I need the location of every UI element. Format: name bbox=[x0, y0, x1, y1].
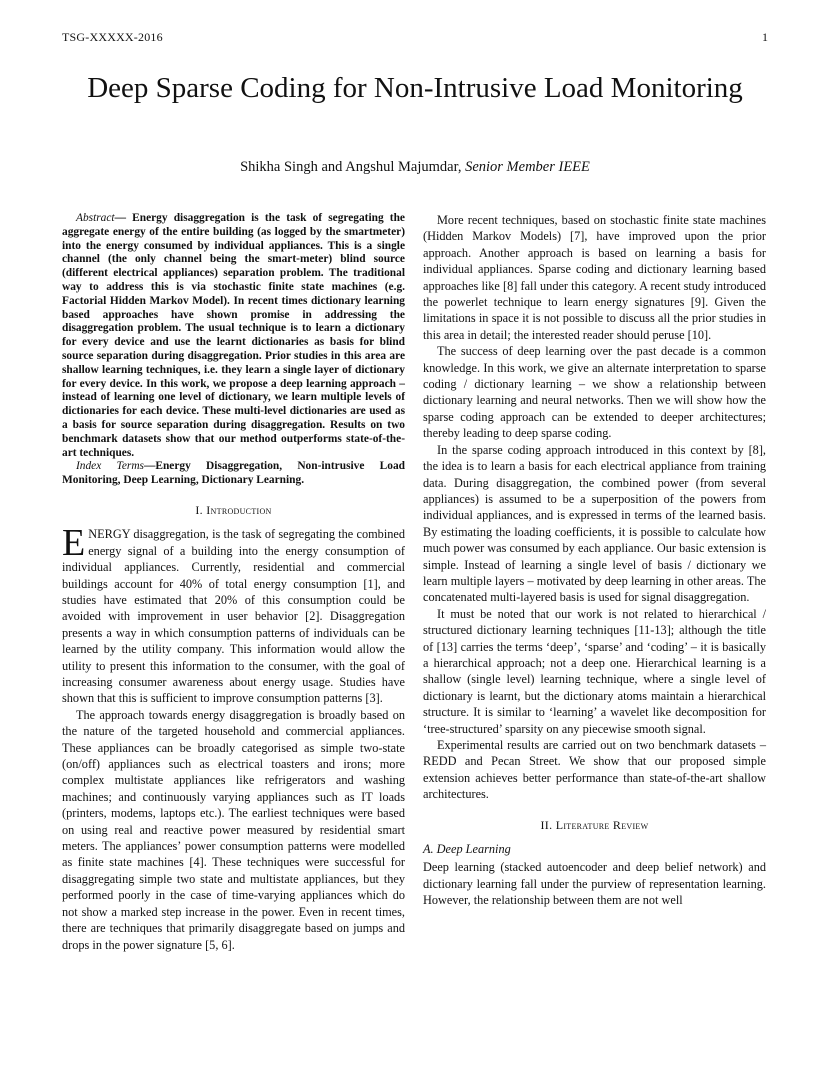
right-paragraph-2: The success of deep learning over the past decade is a common knowledge. In this work, we give an alternate interpretation to sparse coding / dictionary learning – we show a relationship between dictionary learning and neural networks. Then we will show how the sparse coding approach can be extended to deeper architectures; thereby leading to deep sparse coding. bbox=[423, 344, 766, 441]
index-terms-text: —Energy Disaggregation, Non-intrusive Load Monitoring, Deep Learning, Dictionary Learning. bbox=[62, 460, 405, 487]
section-heading-introduction: I. Introduction bbox=[195, 502, 272, 517]
index-terms bbox=[62, 460, 405, 488]
abstract-text: — Energy disaggregation is the task of segregating the aggregate energy of the entire building (as logged by the smartmeter) into the energy consumed by individual appliances. This is a single channel (the only channel being the smart-meter) blind source (different electrical appliances) separation problem. The traditional way to address this is via stochastic finite state machines (e.g. Factorial Hidden Markov Model). In recent times dictionary learning based approaches have shown promise in addressing the disaggregation problem. The usual technique is to learn a dictionary for every device and use the learnt dictionaries as basis for blind source separation during disaggregation. Prior studies in this area are shallow learning techniques, i.e. they learn a single layer of dictionary for every device. In this work, we propose a deep learning approach – instead of learning one level of dictionary, we learn multiple levels of dictionaries for each device. These multi-level dictionaries are used as a basis for source separation during disaggregation. Results on two benchmark datasets show that our method outperforms state-of-the-art techniques. bbox=[62, 212, 405, 459]
subsection-heading-deep-learning: A. Deep Learning bbox=[423, 842, 511, 857]
right-paragraph-1: More recent techniques, based on stochastic finite state machines (Hidden Markov Models) [7], have improved upon the prior approach. Another approach is based on learning a basis for individual appliances. Sparse coding and dictionary learning based approaches like [8] fall under this category. A recent study introduced the powerlet technique to learn energy signatures [9]. Given the limitations in space it is not possible to discuss all the prior studies in this area in detail; the interested reader should peruse [10]. bbox=[423, 213, 766, 342]
right-column bbox=[423, 212, 766, 909]
right-paragraph-4: It must be noted that our work is not related to hierarchical / structured dictionary learning techniques [11-13]; although the title of [13] carries the terms ‘deep’, ‘sparse’ and ‘coding’ – it is basically a hierarchical approach; not a deep one. Hierarchical learning is a shallow (single level) learning technique, where a single level of dictionary is learnt, but the dictionary atoms maintain a hierarchical structure. It is similar to ‘learning’ a wavelet like decomposition for ‘tree-structured’ sparsity on any piecewise smooth signal. bbox=[423, 606, 766, 736]
intro-paragraph-2: The approach towards energy disaggregation is broadly based on the nature of the targeted household and commercial appliances. These appliances can be broadly categorised as simple two-state (on/off) appliances such as electrical toasters and irons; more complex multistate appliances like refrigerators and washing machines; and continuously varying appliances such as IT loads (printers, modems, laptops etc.). The earliest techniques were based on using real and reactive power measured by residential smart meters. The appliances’ power consumption patterns were modelled as finite state machines [4]. These techniques were successful for disaggregating simple two state and multistate appliances, but they performed poorly in the case of time-varying appliances which do not show a marked step increase in the power. Even in recent times, there are techniques that primarily disaggregate based on jumps and drops in the power signature [5, 6]. bbox=[62, 707, 405, 952]
author-line bbox=[62, 159, 768, 176]
abstract-lead: Abstract bbox=[76, 212, 115, 224]
paper-title: Deep Sparse Coding for Non-Intrusive Load Monitoring bbox=[87, 72, 743, 104]
intro-paragraph-1-text: NERGY disaggregation, is the task of segregating the combined energy signal of a building into the energy consumption of individual appliances. Currently, residential and commercial buildings account for 40% of total energy consumption [1], and studies have estimated that 20% of this consumption could be avoided with improvement in user behavior [2]. Disaggregation presents a way in which consumption patterns of individuals can be learned by the utility company. This information would allow the utility to present this information to the consumer, with the goal of increasing consumer awareness about energy usage. Studies have shown that this is sufficient to improve consumption patterns [3]. bbox=[62, 527, 405, 706]
right-paragraph-5: Experimental results are carried out on two benchmark datasets – REDD and Pecan Street. We show that our proposed simple extension achieves better performance than state-of-the-art shallow architectures. bbox=[423, 738, 766, 802]
running-header: TSG-XXXXX-2016 bbox=[62, 30, 163, 44]
right-paragraph-3: In the sparse coding approach introduced in this context by [8], the idea is to learn a basis for each electrical appliance from training data. During disaggregation, the combined power (from several appliances) is assumed to be a superposition of the powers from individual appliances, and is expressed in terms of the learned basis. By estimating the loading coefficients, it is possible to calculate how much power was consumed by each appliance. Our basic extension is simple. Instead of learning a single level of basis / dictionary we learn multiple layers – motivated by deep learning in other areas. The concatenated multi-layered basis is used for signal disaggregation. bbox=[423, 442, 766, 605]
author-names: Shikha Singh and Angshul Majumdar, bbox=[240, 159, 466, 175]
page-number: 1 bbox=[762, 30, 768, 44]
intro-paragraph-1 bbox=[62, 522, 405, 706]
abstract bbox=[62, 212, 405, 460]
index-terms-lead: Index Terms bbox=[76, 460, 144, 473]
drop-cap: E bbox=[62, 522, 86, 565]
author-role: Senior Member IEEE bbox=[465, 159, 590, 175]
literature-paragraph-1: Deep learning (stacked autoencoder and deep belief network) and dictionary learning fall under the purview of representation learning. However, the relationship between them are not well bbox=[423, 860, 766, 908]
left-column bbox=[62, 212, 405, 953]
section-heading-literature-review: II. Literature Review bbox=[540, 817, 649, 832]
